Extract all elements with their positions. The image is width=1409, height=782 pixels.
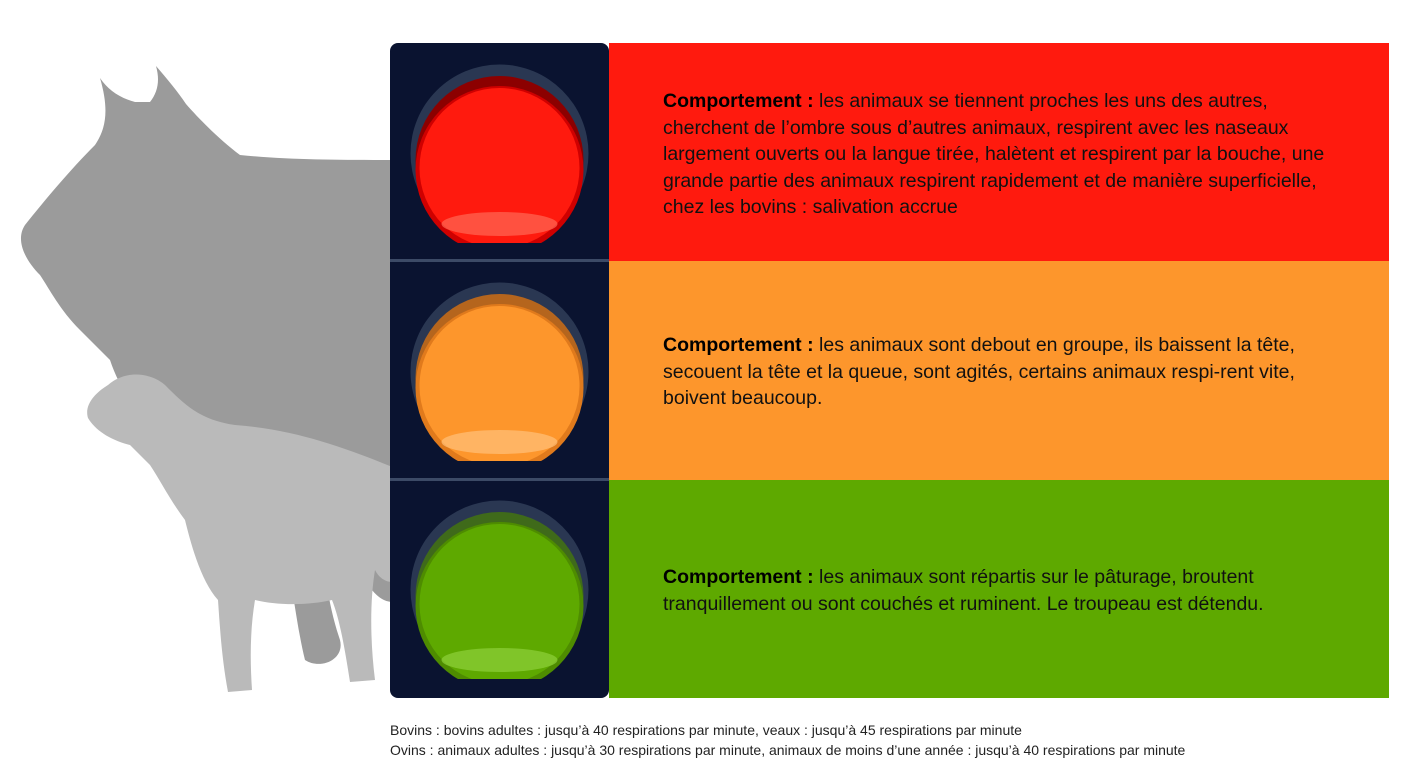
behaviour-label: Comportement : xyxy=(663,566,814,588)
animal-silhouettes xyxy=(0,0,420,720)
behaviour-label: Comportement : xyxy=(663,334,814,356)
red-lamp-icon xyxy=(410,64,589,243)
behaviour-description: les animaux sont debout en groupe, ils baissent la tête, secouent la tête et la queue, sont agités, certains animaux respi-rent vite, boivent beaucoup. xyxy=(663,334,1295,409)
band-green-text xyxy=(663,564,1329,617)
traffic-light-housing xyxy=(390,43,609,698)
band-orange xyxy=(609,261,1389,480)
housing-divider xyxy=(390,478,609,481)
band-green xyxy=(609,480,1389,698)
green-lamp-icon xyxy=(410,500,589,679)
housing-divider xyxy=(390,259,609,262)
footnote-bovins: Bovins : bovins adultes : jusqu’à 40 respirations par minute, veaux : jusqu’à 45 respirations par minute xyxy=(390,722,1022,738)
behaviour-description: les animaux sont répartis sur le pâturage, broutent tranquillement ou sont couchés et ruminent. Le troupeau est détendu. xyxy=(663,566,1264,615)
band-red-text xyxy=(663,88,1329,221)
orange-lamp-icon xyxy=(410,282,589,461)
footnote-ovins: Ovins : animaux adultes : jusqu’à 30 respirations par minute, animaux de moins d’une année : jusqu’à 40 respirations par minute xyxy=(390,742,1186,758)
band-orange-text xyxy=(663,332,1329,412)
band-red xyxy=(609,43,1389,261)
behaviour-description: les animaux se tiennent proches les uns des autres, cherchent de l’ombre sous d’autres animaux, respirent avec les naseaux largement ouverts ou la langue tirée, halètent et respirent par la bouche, une grande partie des animaux respirent rapidement et de manière superficielle, chez les bovins : salivation accrue xyxy=(663,90,1325,218)
behaviour-label: Comportement : xyxy=(663,90,814,112)
